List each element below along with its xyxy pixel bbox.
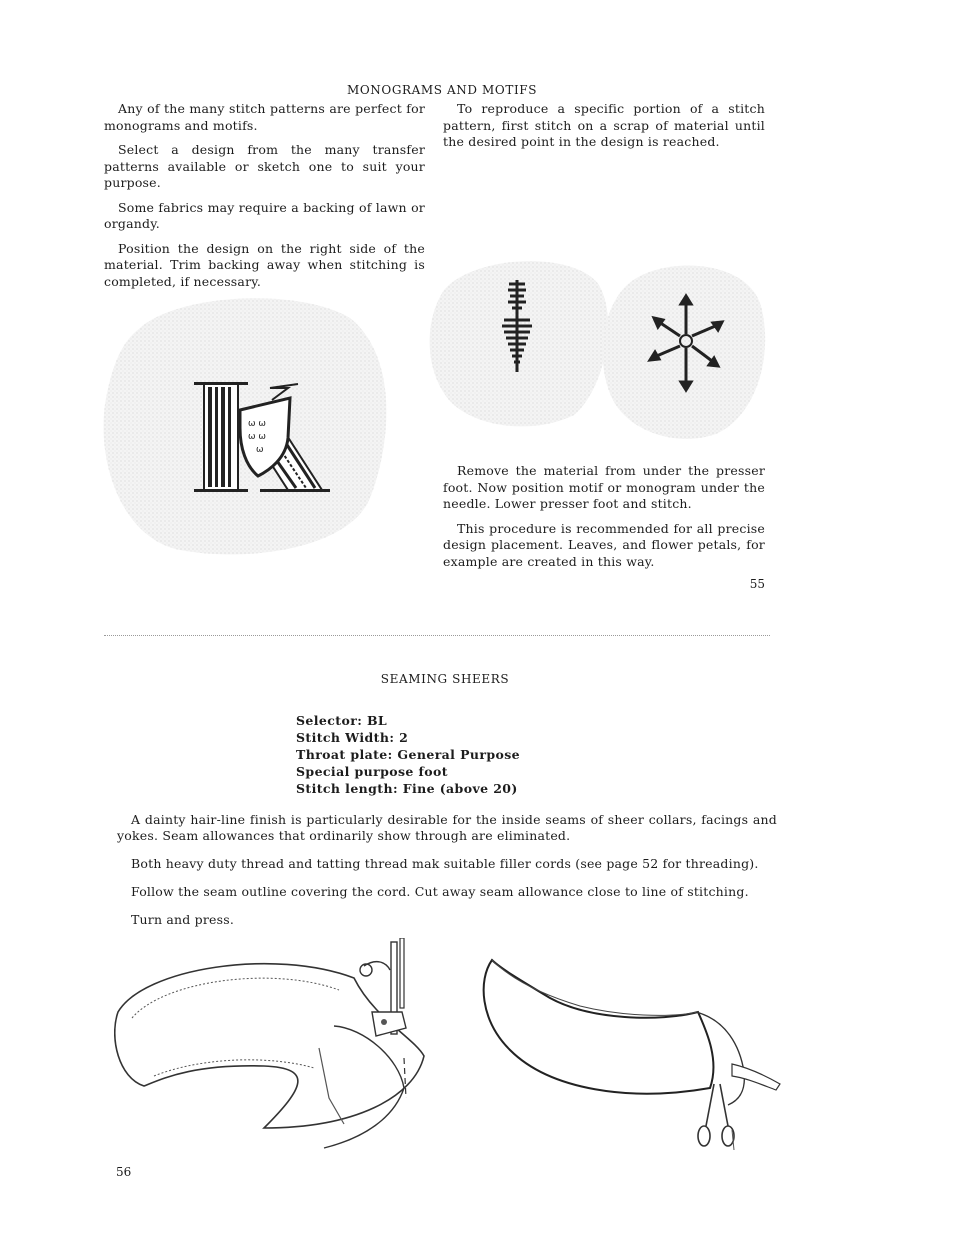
page-number: 56 xyxy=(116,1165,132,1179)
seaming-text xyxy=(117,812,777,940)
paragraph: Position the design on the right side of the material. Trim backing away when stitching is completed, if necessary. xyxy=(104,240,425,289)
setting-stitch-width: Stitch Width: 2 xyxy=(296,730,409,745)
page-number: 55 xyxy=(749,577,765,591)
paragraph: Remove the material from under the presser foot. Now position motif or monogram under the needle. Lower presser foot and stitch. xyxy=(443,463,765,511)
setting-stitch-length: Stitch length: Fine (above 20) xyxy=(296,781,518,796)
paragraph: Follow the seam outline covering the cord. Cut away seam allowance close to line of stitching. xyxy=(131,884,749,899)
machine-settings xyxy=(296,712,556,797)
paragraph: Select a design from the many transfer patterns available or sketch one to suit your purpose. xyxy=(104,142,425,190)
page-divider xyxy=(104,635,770,636)
svg-text:ѡ ѡ: ѡ ѡ xyxy=(248,419,266,429)
svg-text:ѡ: ѡ xyxy=(256,445,264,455)
paragraph: To reproduce a specific portion of a stitch pattern, first stitch on a scrap of material until the desired point in the design is reached. xyxy=(443,101,765,149)
paragraph: Any of the many stitch patterns are perfect for monograms and motifs. xyxy=(104,101,425,133)
right-text-bottom xyxy=(443,463,765,578)
paragraph: Turn and press. xyxy=(131,912,235,927)
tree-motif-illustration xyxy=(424,250,610,430)
section-title-seaming-sheers: SEAMING SHEERS xyxy=(380,672,510,686)
section-title-monograms: MONOGRAMS AND MOTIFS xyxy=(346,83,538,97)
setting-foot: Special purpose foot xyxy=(296,764,448,779)
paragraph: Some fabrics may require a backing of lawn or organdy. xyxy=(104,199,425,231)
collar-trimming-illustration xyxy=(470,950,786,1160)
svg-text:ѡ ѡ: ѡ ѡ xyxy=(248,432,266,442)
setting-throat-plate: Throat plate: General Purpose xyxy=(296,747,521,762)
right-text-top xyxy=(443,101,765,159)
paragraph: This procedure is recommended for all precise design placement. Leaves, and flower petals, for example are created in this way. xyxy=(443,520,765,569)
paragraph: A dainty hair-line finish is particularly desirable for the inside seams of sheer collars, facings and yokes. Seam allowances that ordinarily show through are eliminated. xyxy=(117,812,777,843)
snowflake-motif-illustration xyxy=(596,256,766,442)
monogram-k-illustration xyxy=(100,288,390,563)
paragraph: Both heavy duty thread and tatting thread mak suitable filler cords (see page 52 for threading). xyxy=(131,856,759,871)
collar-sewing-illustration xyxy=(114,938,434,1156)
setting-selector: Selector: BL xyxy=(296,713,388,728)
left-text-column xyxy=(104,101,425,298)
